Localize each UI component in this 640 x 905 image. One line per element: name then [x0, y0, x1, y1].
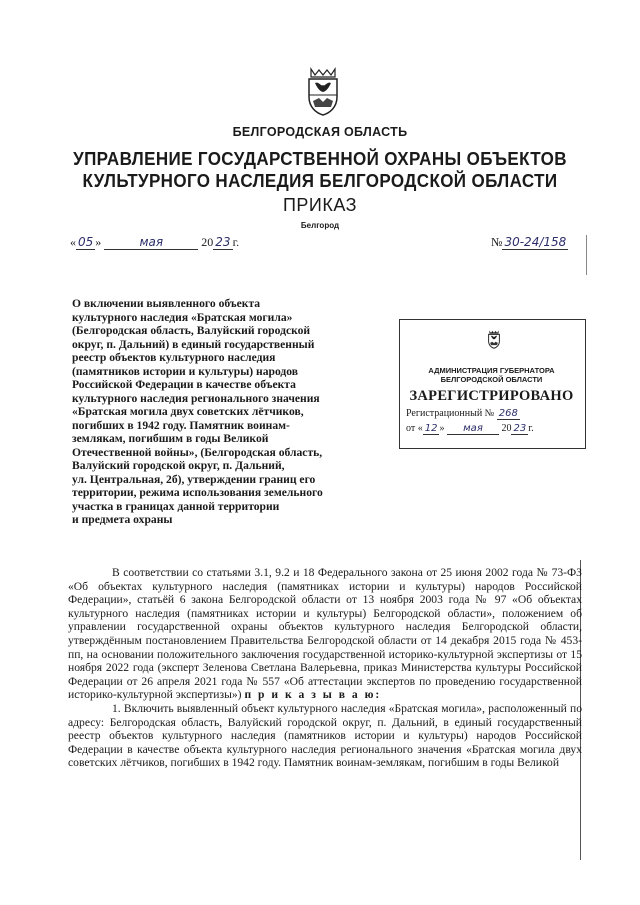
coat-of-arms-icon: [303, 65, 343, 117]
agency-name-line2: КУЛЬТУРНОГО НАСЛЕДИЯ БЕЛГОРОДСКОЙ ОБЛАСТИ: [82, 170, 558, 191]
body-paragraph-text: В соответствии со статьями 3.1, 9.2 и 18 Федерального закона от 25 июня 2002 года № 73-ФЗ «Об объектах культурного наследия (памятниках истории и культуры) народов Российской Федерации», статьёй 6 закона Белгородской области от 13 ноября 2003 года № 97 «Об объектах культурного наследия (памятниках истории и культуры) Белгородской области», положением об управлении государственной охраны объектов культурного наследия Белгородской области, утверждённым постановлением Правительства Белгородской области от 14 декабря 2015 года № 453-пп, на основании положительного заключения государственной историко-культурной экспертизы от 15 ноября 2022 года (эксперт Зеленова Светлана Валерьевна, приказ Министерства культуры Российской Федерации от 26 апреля 2021 года № 557 «Об аттестации экспертов по проведению государственной историко-культурной экспертизы»): [68, 566, 582, 702]
subject-line: (памятников истории и культуры) народов: [72, 364, 299, 378]
order-date: [70, 235, 239, 250]
subject-line: культурного наследия «Братская могила»: [72, 310, 293, 324]
city-name: Белгород: [300, 221, 340, 230]
number-prefix: №: [491, 235, 503, 249]
subject-line: Российской Федерации в качестве объекта: [72, 378, 296, 391]
subject-line: реестр объектов культурного наследия: [72, 351, 276, 364]
order-word: п р и к а з ы в а ю:: [244, 688, 382, 702]
date-month: мая: [104, 235, 198, 250]
order-subject: [72, 297, 372, 527]
subject-line: культурного наследия регионального значения: [72, 391, 320, 405]
subject-line: Отечественной войны», (Белгородская область,: [72, 445, 323, 459]
stamp-reg-date: [406, 423, 534, 435]
stamp-date-year: 23: [513, 423, 527, 434]
subject-line: О включении выявленного объекта: [72, 297, 261, 310]
stamp-org-line1: АДМИНИСТРАЦИЯ ГУБЕРНАТОРА: [428, 366, 555, 375]
stamp-date-from: от «: [406, 423, 423, 434]
stamp-date-month: мая: [447, 423, 499, 435]
subject-line: округ, п. Дальний) в единый государственный: [72, 337, 315, 351]
body-paragraph: [68, 566, 582, 702]
region-name: БЕЛГОРОДСКАЯ ОБЛАСТЬ: [232, 125, 408, 139]
subject-line: (Белгородская область, Валуйский городской: [72, 324, 311, 337]
subject-line: Валуйский городской округ, п. Дальний,: [72, 459, 285, 472]
stamp-emblem-icon: [486, 329, 502, 349]
order-body: [68, 566, 582, 770]
number-value: 30-24/158: [504, 235, 567, 249]
body-paragraph: 1. Включить выявленный объект культурного наследия «Братская могила», расположенный по адресу: Белгородская область, Валуйский городской округ, п. Дальний, в единый государственный реестр объектов культурного наследия (памятников истории и культуры) народов Российской Федерации в качестве объекта культурного наследия регионального значения «Братская могила двух советских лётчиков, погибших в 1942 году. Памятник воинам-землякам, погибшим в годы Великой: [68, 701, 582, 770]
stamp-registered-label: ЗАРЕГИСТРИРОВАНО: [409, 388, 574, 404]
agency-name-line1: УПРАВЛЕНИЕ ГОСУДАРСТВЕННОЙ ОХРАНЫ ОБЪЕКТОВ: [73, 148, 567, 169]
stamp-reg-value: 268: [498, 408, 518, 419]
stamp-date-mark: г.: [528, 423, 534, 434]
stamp-date-year-prefix: 20: [501, 423, 512, 434]
stamp-organization: [404, 366, 579, 384]
stamp-date-day: 12: [424, 423, 438, 434]
date-day: 05: [78, 235, 94, 249]
subject-line: погибших в 1942 году. Памятник воинам-: [72, 418, 290, 432]
date-year-prefix: 20: [201, 235, 214, 249]
subject-line: землякам, погибшим в годы Великой: [72, 432, 269, 445]
stamp-date-close: »: [439, 423, 445, 434]
margin-line: [586, 235, 587, 275]
document-type: ПРИКАЗ: [282, 195, 358, 215]
subject-line: территории, режима использования земельного: [72, 486, 323, 499]
order-number: [491, 235, 568, 250]
subject-line: и предмета охраны: [72, 513, 173, 526]
date-year: 23: [215, 235, 231, 249]
stamp-reg-label: Регистрационный №: [406, 408, 495, 419]
subject-line: участка в границах данной территории: [72, 499, 280, 513]
date-year-mark: г.: [232, 235, 240, 249]
subject-line: ул. Центральная, 2б), утверждении границ его: [72, 472, 316, 486]
stamp-org-line2: БЕЛГОРОДСКОЙ ОБЛАСТИ: [440, 375, 543, 384]
date-close-quote: »: [95, 235, 102, 249]
date-open-quote: «: [70, 235, 76, 249]
stamp-reg-number: [406, 408, 520, 420]
subject-line: «Братская могила двух советских лётчиков,: [72, 405, 304, 418]
